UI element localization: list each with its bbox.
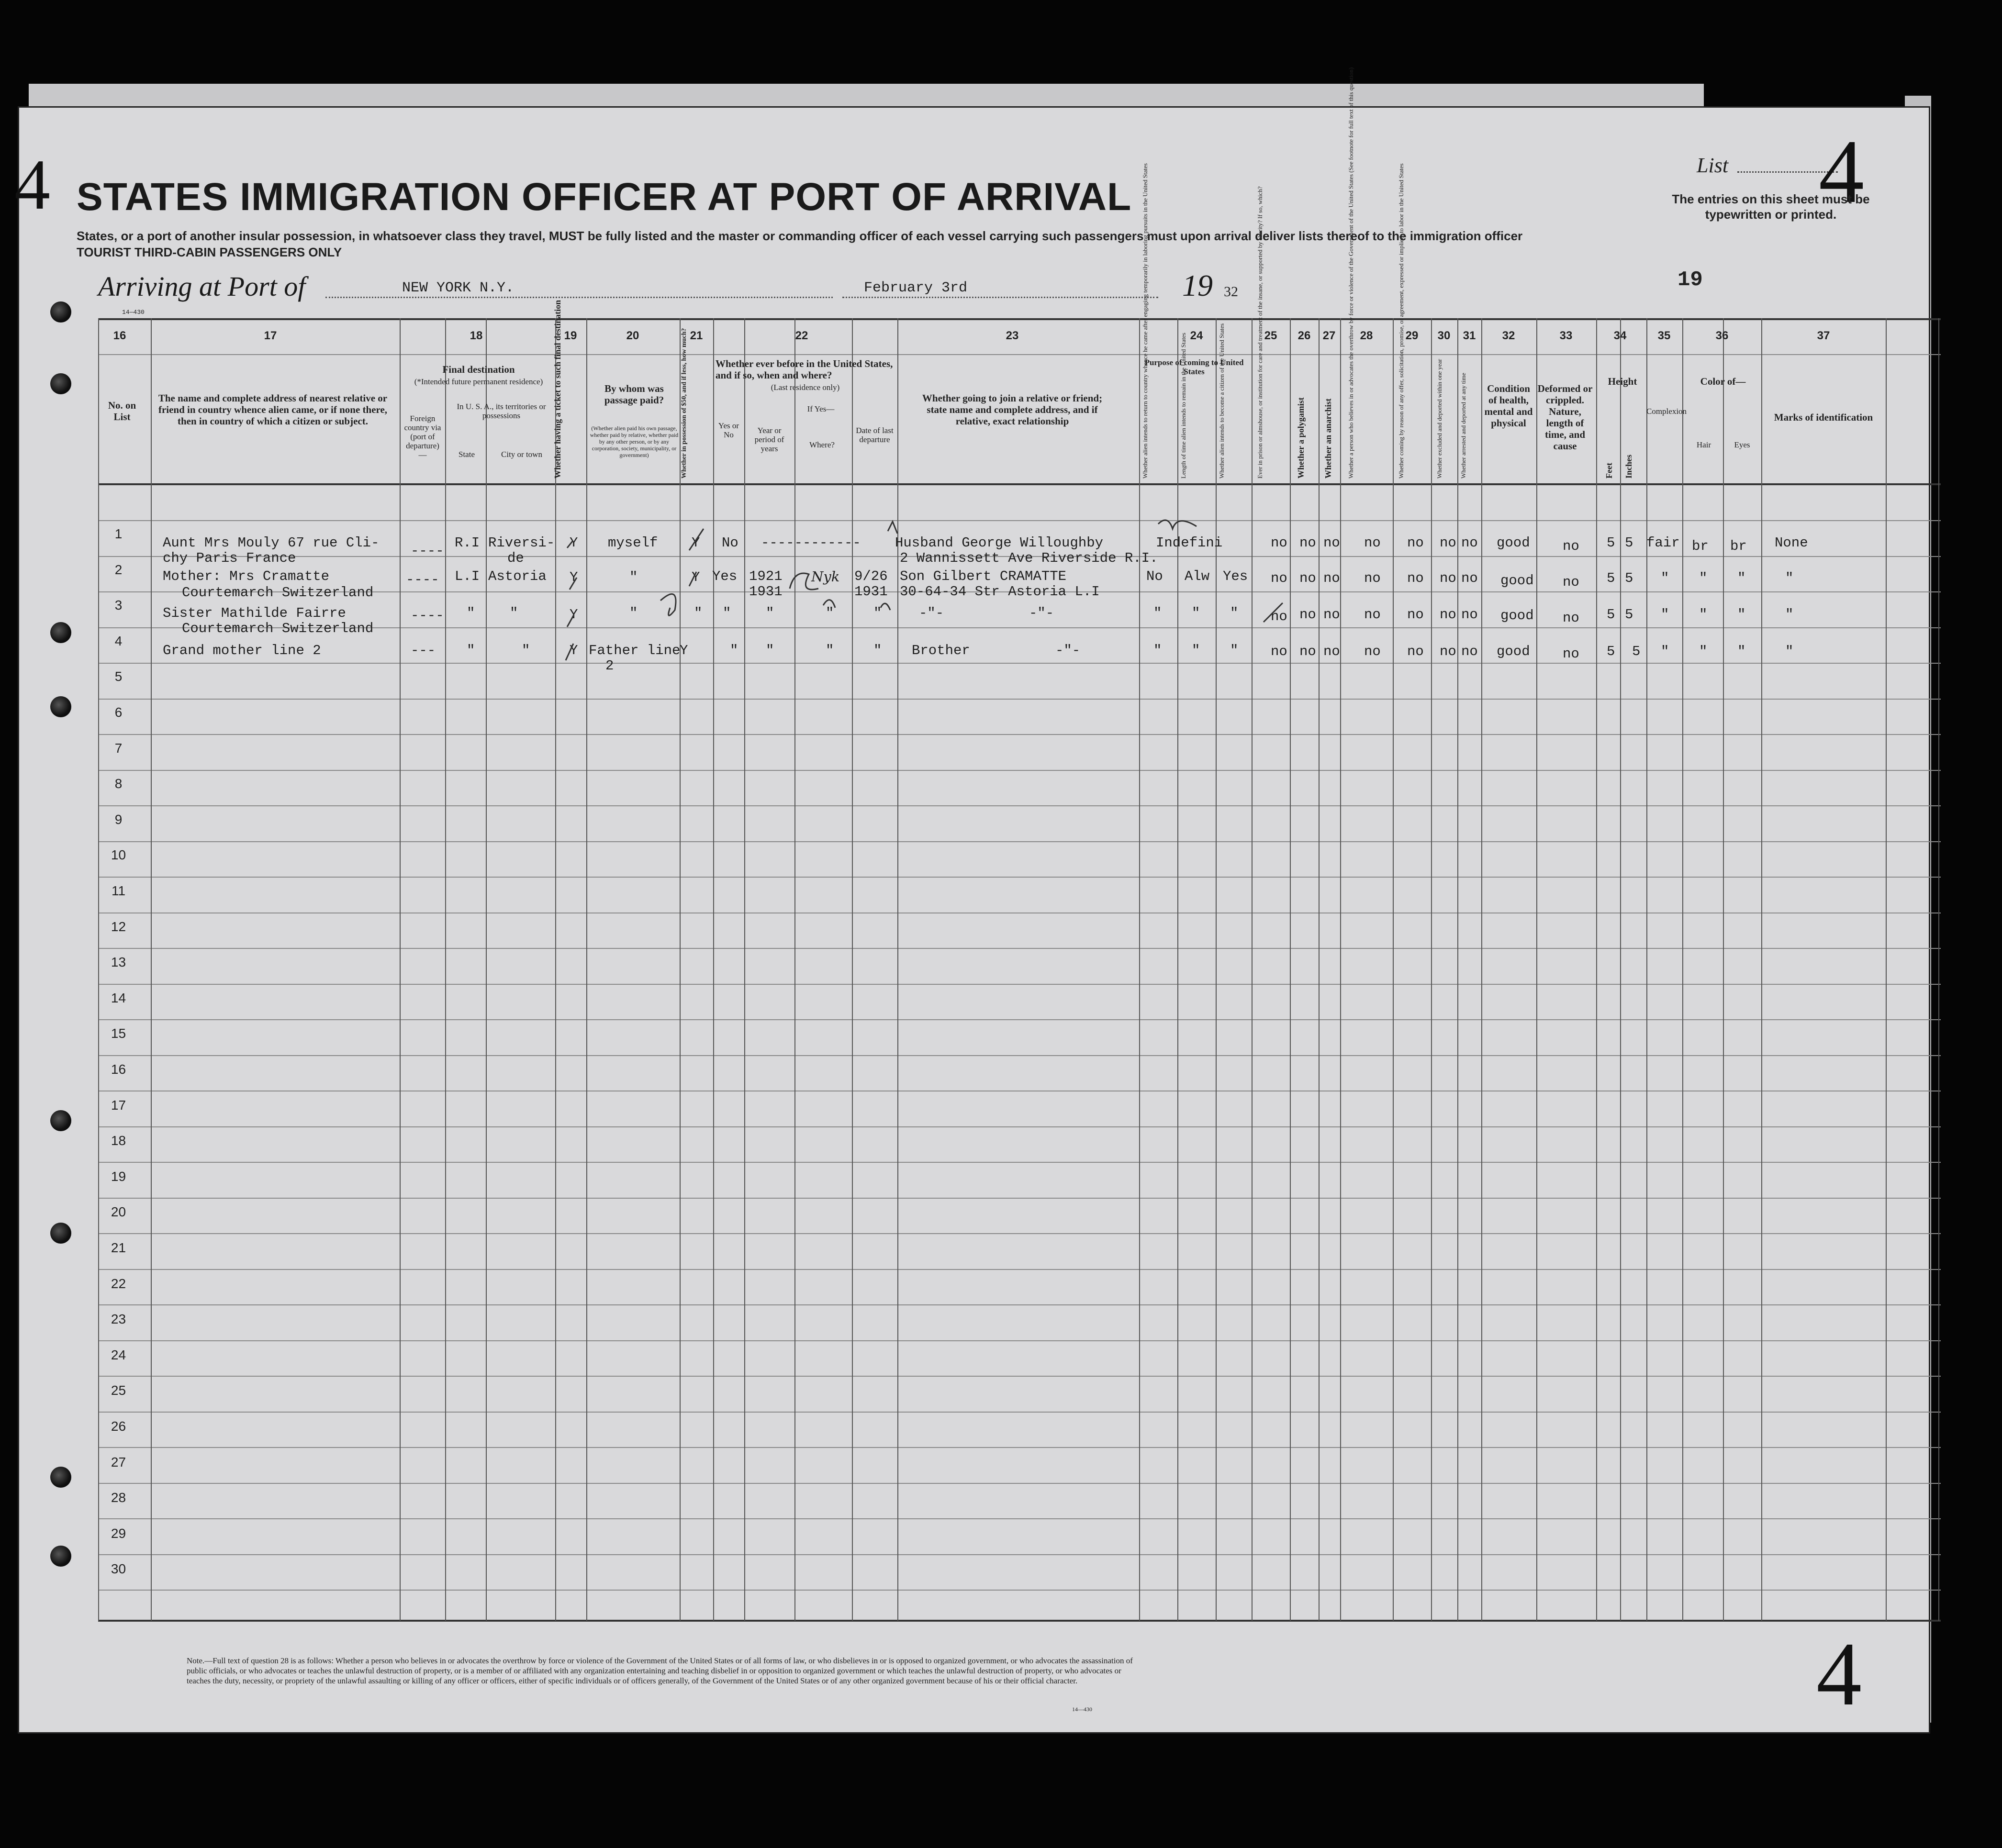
date-value: February 3rd <box>864 280 968 296</box>
row-number: 3 <box>114 598 123 612</box>
row-number: 11 <box>111 883 126 898</box>
header-hair: Hair <box>1696 440 1711 449</box>
row-number: 5 <box>114 669 123 684</box>
r3-city: " <box>510 605 518 621</box>
row-number: 24 <box>111 1347 126 1362</box>
row-number: 9 <box>114 812 123 827</box>
r4-c30: no <box>1440 644 1456 659</box>
column-number: 34 <box>1613 329 1627 342</box>
r2-relative: Mother: Mrs Cramatte <box>163 568 330 584</box>
r4-depart: " <box>873 643 882 658</box>
footnote-question-28: Note.—Full text of question 28 is as follows: Whether a person who believes in or advocates the overthrow by force or violence of the Government of the United States or of all forms of law, or who disbelieves in or is opposed to organized government, or who advocates the assassination of public officials, or who advocates or teaches the unlawful destruction of property, or is a member of or affiliated with any organization entertaining and teaching disbelief in or opposition to organized government or which teaches the unlawful destruction of property, or who advocates or teaches the duty, necessity, or propriety of the unlawful assaulting or killing of any officer or officers, either of specific individuals or of officers generally, of the Government of the United States or of any other organized government because of his or their official character. <box>187 1656 1133 1685</box>
r1-c25: no <box>1271 535 1287 551</box>
row-number: 28 <box>111 1490 126 1505</box>
r3-c29: no <box>1407 607 1424 623</box>
r3-inches: 5 <box>1625 607 1633 623</box>
row-number: 4 <box>114 634 123 648</box>
r4-complexion: " <box>1661 644 1669 659</box>
header-excluded: Whether excluded and deported within one year <box>1436 359 1443 479</box>
typewritten-note: The entries on this sheet must be typewritten or printed. <box>1672 192 1870 222</box>
r1-eyes: br <box>1730 538 1747 554</box>
column-number: 18 <box>470 329 483 342</box>
r1-paid: myself <box>608 535 658 551</box>
header-final-destination-note: (*Intended future permanent residence) <box>414 377 543 386</box>
r4-c28: no <box>1364 644 1381 659</box>
r1-deformed: no <box>1563 538 1579 554</box>
row-number: 10 <box>111 847 126 862</box>
r2-years-line2: 1931 <box>749 584 783 600</box>
header-passage-paid: By whom was passage paid? <box>604 383 664 406</box>
header-health: Condition of health, mental and physical <box>1484 383 1533 429</box>
column-number: 25 <box>1264 329 1277 342</box>
r2-c28: no <box>1364 570 1381 586</box>
r1-health: good <box>1497 535 1530 551</box>
header-city: City or town <box>501 450 542 459</box>
header-fifty-dollars: Whether in possession of $50, and if less, how much? <box>681 328 688 479</box>
r1-relative-line2: chy Paris France <box>163 550 296 566</box>
r4-eyes: " <box>1737 644 1746 659</box>
row-number: 22 <box>111 1276 126 1291</box>
footer-form-code: 14—430 <box>1072 1706 1092 1713</box>
r3-c31: no <box>1461 607 1478 623</box>
header-inches: Inches <box>1624 454 1633 479</box>
r1-feet: 5 <box>1607 535 1615 551</box>
sheet-number: 19 <box>1678 268 1703 292</box>
list-number: 4 <box>1819 122 1864 222</box>
header-yes-no: Yes or No <box>718 421 739 439</box>
r2-inches: 5 <box>1625 570 1633 586</box>
r4-relative: Grand mother line 2 <box>163 643 321 658</box>
header-in-usa: In U. S. A., its territories or possessions <box>457 402 546 420</box>
r3-join: -"- <box>919 605 944 621</box>
r3-c26: no <box>1299 607 1316 623</box>
row-number: 1 <box>114 526 123 541</box>
r4-before: " <box>730 643 738 658</box>
r1-length: Indefini <box>1156 535 1223 551</box>
r3-before: " <box>723 605 731 621</box>
r1-c28: no <box>1364 535 1381 551</box>
form-code: 14—430 <box>122 309 145 316</box>
r4-c27: no <box>1323 644 1340 659</box>
r1-before: No <box>722 535 738 551</box>
header-no-on-list: No. on List <box>108 400 136 423</box>
r1-c30: no <box>1440 535 1456 551</box>
instructions-line: States, or a port of another insular possession, in whatsoever class they travel, MUST be fully listed and the master or commanding officer of each vessel carrying such passengers must upon arrival deliver lists thereof to the immigration officer <box>77 229 1523 243</box>
r3-feet: 5 <box>1607 607 1615 623</box>
r3-paid: " <box>629 605 638 621</box>
header-nearest-relative: The name and complete address of nearest relative or friend in country whence alien came, or if none there, then in country of which a citizen or subject. <box>158 392 388 427</box>
header-purpose-citizen: Whether alien intends to become a citizen of the United States <box>1218 323 1225 479</box>
list-label: List <box>1697 154 1729 177</box>
r2-depart-line2: 1931 <box>854 584 888 600</box>
r3-length: " <box>1192 605 1200 621</box>
r2-feet: 5 <box>1607 570 1615 586</box>
r3-deformed: no <box>1563 610 1579 626</box>
column-number: 19 <box>564 329 577 342</box>
header-join-relative: Whether going to join a relative or friend; state name and complete address, and if relative, exact relationship <box>922 392 1103 427</box>
r4-paid: Father line <box>589 643 681 658</box>
column-number: 29 <box>1405 329 1419 342</box>
r3-money: " <box>694 605 703 621</box>
r3-state: " <box>467 605 475 621</box>
column-number: 24 <box>1190 329 1203 342</box>
r3-c30: no <box>1440 607 1456 623</box>
r2-c30: no <box>1440 570 1456 586</box>
r2-years: 1921 <box>749 568 783 584</box>
r3-c27: no <box>1323 607 1340 623</box>
r1-ticket: Y <box>570 535 578 551</box>
r4-join: Brother <box>912 643 970 658</box>
r3-join-b: -"- <box>1029 605 1054 621</box>
column-number: 32 <box>1502 329 1515 342</box>
corner-mark-text: 4 <box>1816 1624 1862 1725</box>
row-number: 23 <box>111 1312 126 1326</box>
year-suffix: 32 <box>1224 284 1238 300</box>
column-number: 23 <box>1006 329 1019 342</box>
r4-c26: no <box>1299 644 1316 659</box>
r3-c25: no <box>1271 609 1287 624</box>
row-number: 25 <box>111 1383 126 1398</box>
page-title: STATES IMMIGRATION OFFICER AT PORT OF ARRIVAL <box>77 175 1132 219</box>
column-number: 33 <box>1559 329 1573 342</box>
r1-city-line2: de <box>507 550 524 566</box>
header-feet: Feet <box>1604 463 1614 479</box>
row-number: 14 <box>111 991 126 1005</box>
r1-join: Husband George Willoughby <box>895 535 1104 551</box>
header-state: State <box>459 450 475 459</box>
row-number: 8 <box>114 776 123 791</box>
r2-purpose: No <box>1146 568 1163 584</box>
row-number: 16 <box>111 1062 126 1077</box>
r2-foreign: ---- <box>406 572 439 588</box>
row-number: 7 <box>114 741 123 756</box>
row-number: 6 <box>114 705 123 720</box>
arriving-label: Arriving at Port of <box>98 271 306 302</box>
header-polygamist: Whether a polygamist <box>1296 397 1306 479</box>
header-years: Year or period of years <box>754 426 784 453</box>
r2-join: Son Gilbert CRAMATTE <box>900 568 1067 584</box>
r2-citizen: Yes <box>1223 568 1248 584</box>
r3-where: " <box>826 605 834 621</box>
r1-relative: Aunt Mrs Mouly 67 rue Cli- <box>163 535 380 551</box>
r4-c25: no <box>1271 644 1287 659</box>
header-purpose-length: Length of time alien intends to remain in the United States <box>1180 333 1187 479</box>
r4-length: " <box>1192 643 1200 658</box>
r2-hair: " <box>1699 570 1708 586</box>
r3-ticket: Y <box>570 607 578 623</box>
header-passage-paid-note: (Whether alien paid his own passage, whether paid by relative, whether paid by any other person, or by any corporation, society, municipality, or government) <box>590 425 679 458</box>
r3-marks: " <box>1785 607 1794 623</box>
column-number: 22 <box>795 329 808 342</box>
r4-paid-line2: 2 <box>605 658 614 674</box>
column-number: 21 <box>690 329 703 342</box>
header-anarchist: Whether an anarchist <box>1323 398 1333 479</box>
r2-city: Astoria <box>488 568 547 584</box>
r2-c25: no <box>1271 570 1287 586</box>
r2-state: L.I <box>455 568 480 584</box>
corner-mark-text: 4 <box>14 145 50 224</box>
column-number: 20 <box>626 329 639 342</box>
r3-complexion: " <box>1661 607 1669 623</box>
r4-citizen: " <box>1230 643 1239 658</box>
r1-marks: None <box>1775 535 1808 551</box>
r1-before-dash: ------------ <box>761 535 861 551</box>
r4-ticket: Y <box>570 643 578 658</box>
r1-c29: no <box>1407 535 1424 551</box>
row-number: 12 <box>111 919 126 934</box>
r4-c29: no <box>1407 644 1424 659</box>
column-number: 30 <box>1437 329 1451 342</box>
header-arrested: Whether arrested and deported at any time <box>1460 373 1467 479</box>
header-complexion: Complexion <box>1646 407 1687 416</box>
r2-where: Nyk <box>811 568 840 585</box>
r3-health: good <box>1500 608 1534 623</box>
row-number: 27 <box>111 1455 126 1469</box>
r2-c31: no <box>1461 570 1478 586</box>
row-number: 13 <box>111 955 126 969</box>
r2-depart: 9/26 <box>854 568 888 584</box>
header-color: Color of— <box>1700 376 1746 387</box>
header-final-destination: Final destination <box>442 364 515 375</box>
r2-money: Y <box>692 569 700 585</box>
r2-complexion: " <box>1661 570 1669 586</box>
r2-join-line2: 30-64-34 Str Astoria L.I <box>900 584 1100 600</box>
row-number: 20 <box>111 1204 126 1219</box>
r4-marks: " <box>1785 644 1794 659</box>
header-where: Where? <box>809 440 835 449</box>
r1-city: Riversi- <box>488 535 555 551</box>
r2-paid: " <box>629 569 638 585</box>
r1-c27: no <box>1323 535 1340 551</box>
header-deformed: Deformed or crippled. Nature, length of time, and cause <box>1537 383 1593 452</box>
r3-hair: " <box>1699 607 1708 623</box>
column-number: 27 <box>1322 329 1336 342</box>
r2-before: Yes <box>712 568 738 584</box>
r1-inches: 5 <box>1625 535 1633 551</box>
header-marks: Marks of identification <box>1774 412 1873 423</box>
r2-ticket: Y <box>570 569 578 585</box>
r1-money: Y <box>692 535 700 551</box>
r4-join-b: -"- <box>1055 643 1081 658</box>
r3-relative-line2: Courtemarch Switzerland <box>182 621 374 636</box>
column-number: 37 <box>1817 329 1830 342</box>
column-number: 26 <box>1297 329 1311 342</box>
r1-join-line2: 2 Wannissett Ave Riverside R.I. <box>900 550 1158 566</box>
r3-depart: " <box>873 605 882 621</box>
r3-eyes: " <box>1737 607 1746 623</box>
header-date-departure: Date of last departure <box>856 426 894 444</box>
r1-foreign: ---- <box>411 543 444 559</box>
header-height: Height <box>1608 376 1637 387</box>
header-purpose: Purpose of coming to United States <box>1144 358 1244 376</box>
column-number: 28 <box>1360 329 1373 342</box>
column-number: 31 <box>1463 329 1476 342</box>
row-number: 19 <box>111 1169 126 1184</box>
r4-purpose: " <box>1153 643 1162 658</box>
row-number: 17 <box>111 1098 126 1113</box>
r4-city: " <box>522 643 530 658</box>
r4-years: " <box>766 643 774 658</box>
r4-deformed: no <box>1563 646 1579 662</box>
row-number: 2 <box>114 562 123 577</box>
row-number: 30 <box>111 1561 126 1576</box>
r2-c29: no <box>1407 570 1424 586</box>
r3-relative: Sister Mathilde Fairre <box>163 605 346 621</box>
header-ever-before-us: Whether ever before in the United States, and if so, when and where? <box>716 358 893 381</box>
r4-foreign: --- <box>411 643 436 658</box>
pen-stroke <box>566 520 1283 660</box>
r2-marks: " <box>1785 570 1794 586</box>
r1-c26: no <box>1299 535 1316 551</box>
class-line: TOURIST THIRD-CABIN PASSENGERS ONLY <box>77 245 342 259</box>
r4-money: Y <box>680 643 688 658</box>
row-number: 29 <box>111 1526 126 1541</box>
r2-eyes: " <box>1737 570 1746 586</box>
r3-foreign: ---- <box>411 608 444 623</box>
r1-hair: br <box>1692 538 1709 554</box>
year-prefix: 19 <box>1182 268 1213 302</box>
column-number: 17 <box>264 329 277 342</box>
header-ticket: Whether having a ticket to such final destination <box>553 300 562 479</box>
r2-c26: no <box>1299 570 1316 586</box>
row-number: 21 <box>111 1240 126 1255</box>
r3-years: " <box>766 605 774 621</box>
r3-purpose: " <box>1153 605 1162 621</box>
r4-c31: no <box>1461 644 1478 659</box>
header-foreign-country: Foreign country via (port of departure)— <box>404 414 441 459</box>
r1-state: R.I <box>455 535 480 551</box>
row-number: 15 <box>111 1026 126 1041</box>
r3-c28: no <box>1364 607 1381 623</box>
r3-citizen: " <box>1230 605 1239 621</box>
r2-length: Alw <box>1185 568 1210 584</box>
column-number: 16 <box>113 329 126 342</box>
header-last-residence: (Last residence only) <box>771 383 840 392</box>
r2-deformed: no <box>1563 574 1579 590</box>
r2-c27: no <box>1323 570 1340 586</box>
r2-health: good <box>1500 573 1534 589</box>
corner-mark-bottom-right <box>1816 1622 1862 1726</box>
header-if-yes: If Yes— <box>807 404 835 413</box>
row-number: 18 <box>111 1133 126 1148</box>
r1-c31: no <box>1461 535 1478 551</box>
r4-health: good <box>1497 644 1530 659</box>
r4-state: " <box>467 643 475 658</box>
r4-where: " <box>826 643 834 658</box>
r4-hair: " <box>1699 644 1708 659</box>
r1-complexion: fair <box>1646 535 1680 551</box>
row-number: 26 <box>111 1419 126 1434</box>
r4-feet: 5 <box>1607 644 1615 659</box>
r2-relative-line2: Courtemarch Switzerland <box>182 585 374 601</box>
column-number: 35 <box>1657 329 1671 342</box>
port-value: NEW YORK N.Y. <box>402 280 514 296</box>
header-eyes: Eyes <box>1734 440 1750 449</box>
r4-inches: 5 <box>1632 644 1641 659</box>
column-number: 36 <box>1715 329 1729 342</box>
